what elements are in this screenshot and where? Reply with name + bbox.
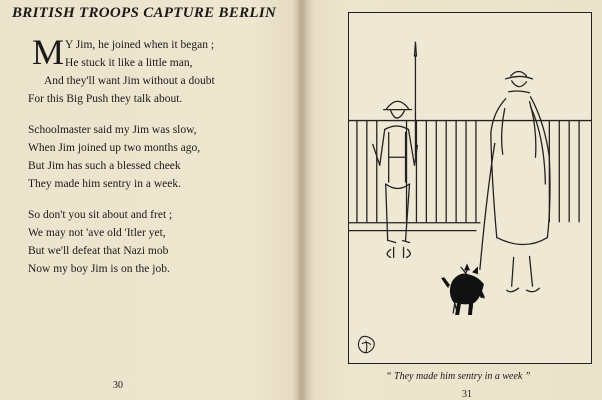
poem-line: Schoolmaster said my Jim was slow, bbox=[28, 124, 197, 136]
illustration-caption: “ They made him sentry in a week ” bbox=[386, 371, 531, 382]
page-number-left: 30 bbox=[113, 380, 123, 391]
poem-line: We may not 'ave old 'Itler yet, bbox=[28, 227, 166, 239]
drop-cap-letter: M bbox=[32, 32, 65, 72]
right-page bbox=[302, 0, 602, 400]
poem-line: Now my boy Jim is on the job. bbox=[28, 263, 170, 275]
poem-body bbox=[28, 32, 293, 291]
poem-line: And they'll want Jim without a doubt bbox=[44, 75, 215, 87]
poem-line: They made him sentry in a week. bbox=[28, 178, 181, 190]
stanza-2 bbox=[28, 121, 293, 193]
stanza-3 bbox=[28, 206, 293, 278]
poem-line: For this Big Push they talk about. bbox=[28, 93, 183, 105]
stanza-1 bbox=[28, 32, 293, 108]
poem-line: But we'll defeat that Nazi mob bbox=[28, 245, 169, 257]
left-page bbox=[0, 0, 300, 400]
poem-line: So don't you sit about and fret ; bbox=[28, 209, 173, 221]
poem-line: But Jim has such a blessed cheek bbox=[28, 160, 181, 172]
poem-line: When Jim joined up two months ago, bbox=[28, 142, 201, 154]
poem-title: BRITISH TROOPS CAPTURE BERLIN bbox=[12, 5, 277, 21]
poem-line: Y Jim, he joined when it began ; bbox=[65, 39, 215, 51]
poem-line: He stuck it like a little man, bbox=[65, 57, 193, 69]
page-number-right: 31 bbox=[462, 389, 472, 400]
sentry-soldier-woman-scottie-dog-illustration bbox=[348, 12, 592, 364]
